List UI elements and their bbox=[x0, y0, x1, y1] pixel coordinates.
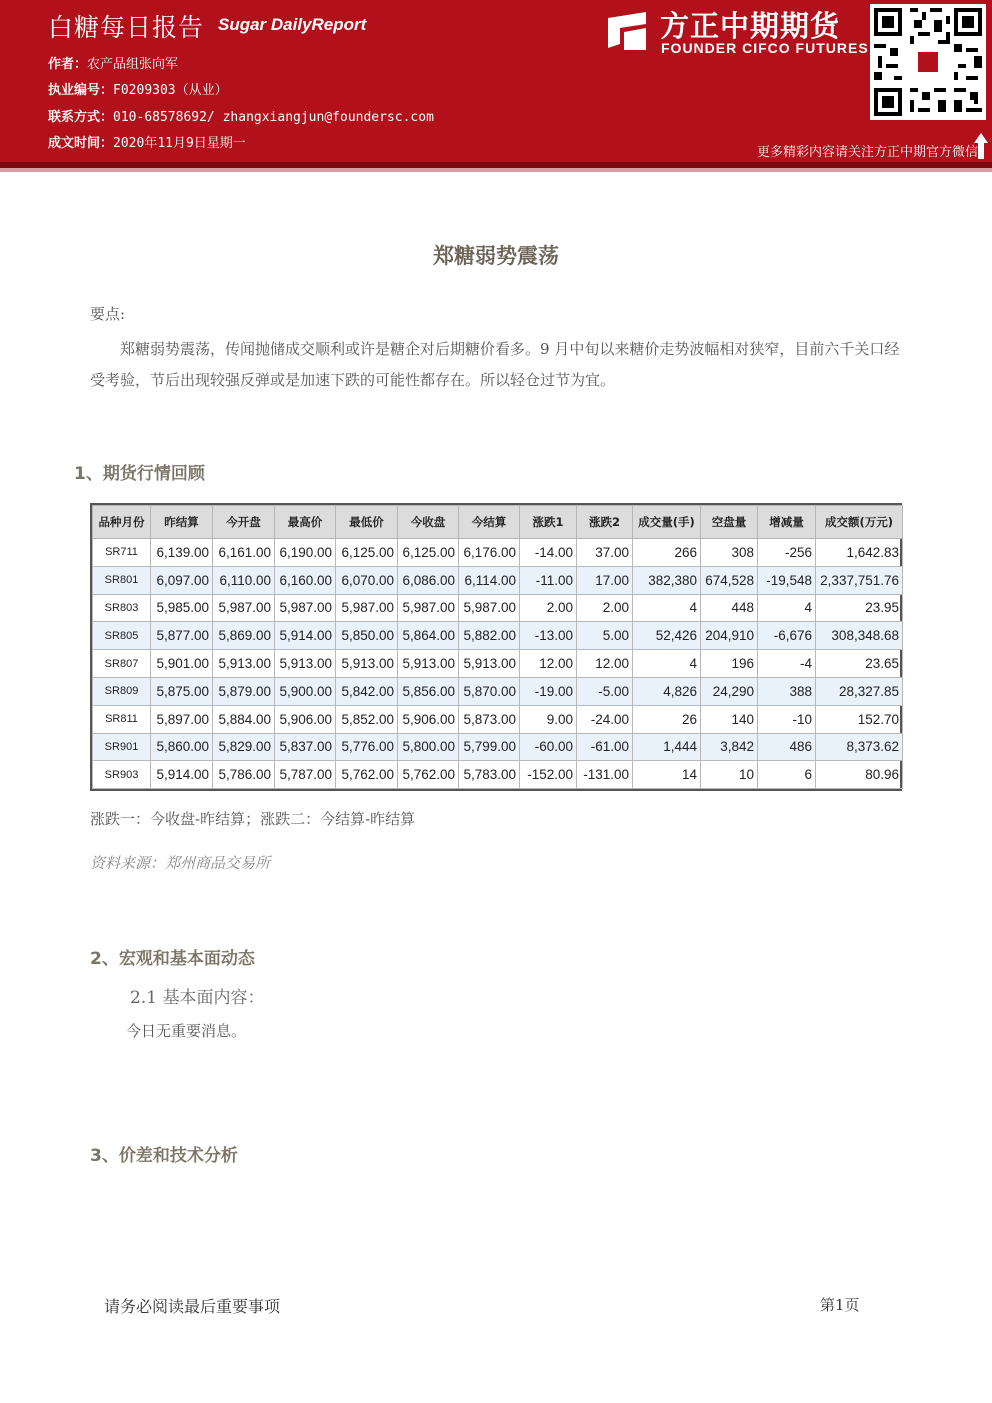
table-cell: 5,906.00 bbox=[275, 705, 336, 733]
table-cell: 26 bbox=[633, 705, 701, 733]
table-cell: 6,125.00 bbox=[398, 539, 459, 567]
table-cell: -61.00 bbox=[577, 733, 633, 761]
table-cell: 6 bbox=[758, 761, 816, 789]
table-cell: 5,799.00 bbox=[459, 733, 520, 761]
table-cell: 2.00 bbox=[577, 594, 633, 622]
table-cell: 5,837.00 bbox=[275, 733, 336, 761]
table-cell: -60.00 bbox=[520, 733, 577, 761]
contact-line bbox=[48, 106, 434, 125]
table-cell: 28,327.85 bbox=[816, 677, 903, 705]
table-cell: 5,913.00 bbox=[398, 650, 459, 678]
table-cell: 5,879.00 bbox=[213, 677, 275, 705]
section-2-heading: 2、宏观和基本面动态 bbox=[90, 949, 255, 969]
table-cell: 5,900.00 bbox=[275, 677, 336, 705]
table-cell: 5,852.00 bbox=[336, 705, 398, 733]
contract-code-cell: SR903 bbox=[93, 761, 151, 789]
author-line bbox=[48, 53, 178, 72]
table-cell: 5,762.00 bbox=[336, 761, 398, 789]
table-cell: 6,097.00 bbox=[151, 566, 213, 594]
contract-code-cell: SR805 bbox=[93, 622, 151, 650]
author-name: 农产品组张向军 bbox=[87, 57, 179, 72]
table-cell: 5,987.00 bbox=[398, 594, 459, 622]
date-line bbox=[48, 132, 246, 151]
table-cell: -13.00 bbox=[520, 622, 577, 650]
table-cell: 5,913.00 bbox=[459, 650, 520, 678]
table-header-cell: 空盘量 bbox=[701, 506, 758, 539]
author-label: 作者： bbox=[48, 57, 88, 72]
table-cell: 17.00 bbox=[577, 566, 633, 594]
table-header-cell: 品种月份 bbox=[93, 506, 151, 539]
table-cell: 486 bbox=[758, 733, 816, 761]
table-cell: 14 bbox=[633, 761, 701, 789]
data-source: 资料来源：郑州商品交易所 bbox=[90, 854, 271, 872]
table-cell: 12.00 bbox=[520, 650, 577, 678]
table-cell: 6,070.00 bbox=[336, 566, 398, 594]
license-number: F0209303（从业） bbox=[113, 83, 228, 98]
table-body bbox=[93, 539, 903, 789]
table-cell: 23.65 bbox=[816, 650, 903, 678]
table-row bbox=[93, 733, 903, 761]
table-cell: 6,190.00 bbox=[275, 539, 336, 567]
table-cell: 266 bbox=[633, 539, 701, 567]
follow-wechat-text: 更多精彩内容请关注方正中期官方微信 bbox=[756, 145, 978, 160]
fundamentals-content: 今日无重要消息。 bbox=[126, 1022, 247, 1040]
document-title: 郑糖弱势震荡 bbox=[433, 244, 559, 268]
table-cell: 204,910 bbox=[701, 622, 758, 650]
contract-code-cell: SR711 bbox=[93, 539, 151, 567]
table-cell: 37.00 bbox=[577, 539, 633, 567]
table-header-cell: 涨跌1 bbox=[520, 506, 577, 539]
table-cell: 5,914.00 bbox=[151, 761, 213, 789]
table-cell: 80.96 bbox=[816, 761, 903, 789]
table-cell: 24,290 bbox=[701, 677, 758, 705]
table-cell: 5,882.00 bbox=[459, 622, 520, 650]
table-cell: 23.95 bbox=[816, 594, 903, 622]
contract-code-cell: SR901 bbox=[93, 733, 151, 761]
report-title-cn: 白糖每日报告 bbox=[48, 13, 205, 42]
table-cell: 6,114.00 bbox=[459, 566, 520, 594]
report-header-banner bbox=[0, 0, 992, 162]
table-header-cell: 昨结算 bbox=[151, 506, 213, 539]
table-cell: 196 bbox=[701, 650, 758, 678]
contract-code-cell: SR803 bbox=[93, 594, 151, 622]
table-header-cell: 最高价 bbox=[275, 506, 336, 539]
table-cell: 4,826 bbox=[633, 677, 701, 705]
table-cell: -11.00 bbox=[520, 566, 577, 594]
table-cell: 2.00 bbox=[520, 594, 577, 622]
table-cell: 5,783.00 bbox=[459, 761, 520, 789]
contact-info: 010-68578692/ zhangxiangjun@foundersc.com bbox=[113, 110, 434, 125]
table-cell: 5,873.00 bbox=[459, 705, 520, 733]
table-row bbox=[93, 705, 903, 733]
table-header-cell: 成交量(手) bbox=[633, 506, 701, 539]
table-cell: 52,426 bbox=[633, 622, 701, 650]
table-cell: 5,897.00 bbox=[151, 705, 213, 733]
company-name-cn: 方正中期期货 bbox=[660, 9, 841, 43]
table-row bbox=[93, 594, 903, 622]
table-cell: 6,176.00 bbox=[459, 539, 520, 567]
table-row bbox=[93, 650, 903, 678]
table-cell: 6,086.00 bbox=[398, 566, 459, 594]
footer-notice: 请务必阅读最后重要事项 bbox=[104, 1297, 281, 1316]
table-cell: 5,875.00 bbox=[151, 677, 213, 705]
table-cell: -152.00 bbox=[520, 761, 577, 789]
table-cell: 1,444 bbox=[633, 733, 701, 761]
table-cell: 10 bbox=[701, 761, 758, 789]
table-cell: 5,856.00 bbox=[398, 677, 459, 705]
page-number: 第1页 bbox=[820, 1296, 860, 1314]
key-points-label: 要点: bbox=[90, 305, 126, 323]
table-cell: 5,884.00 bbox=[213, 705, 275, 733]
table-header-cell: 涨跌2 bbox=[577, 506, 633, 539]
table-cell: 5,987.00 bbox=[336, 594, 398, 622]
table-cell: 5,776.00 bbox=[336, 733, 398, 761]
table-cell: -19,548 bbox=[758, 566, 816, 594]
table-cell: 5,987.00 bbox=[213, 594, 275, 622]
table-cell: -14.00 bbox=[520, 539, 577, 567]
company-name-en: FOUNDER CIFCO FUTURES bbox=[661, 40, 869, 56]
table-cell: 5,901.00 bbox=[151, 650, 213, 678]
table-cell: 1,642.83 bbox=[816, 539, 903, 567]
table-header-cell: 最低价 bbox=[336, 506, 398, 539]
table-cell: 5,869.00 bbox=[213, 622, 275, 650]
contact-label: 联系方式： bbox=[48, 110, 114, 125]
table-cell: 6,161.00 bbox=[213, 539, 275, 567]
table-cell: 152.70 bbox=[816, 705, 903, 733]
table-row bbox=[93, 539, 903, 567]
report-date: 2020年11月9日星期一 bbox=[113, 136, 246, 151]
table-cell: 5,913.00 bbox=[213, 650, 275, 678]
contract-code-cell: SR807 bbox=[93, 650, 151, 678]
table-header-cell: 今结算 bbox=[459, 506, 520, 539]
table-cell: 5,864.00 bbox=[398, 622, 459, 650]
table-header-cell: 成交额(万元) bbox=[816, 506, 903, 539]
table-cell: 382,380 bbox=[633, 566, 701, 594]
header-divider-light bbox=[0, 168, 992, 172]
table-cell: 5,787.00 bbox=[275, 761, 336, 789]
table-cell: 6,160.00 bbox=[275, 566, 336, 594]
contract-code-cell: SR809 bbox=[93, 677, 151, 705]
table-cell: 5,860.00 bbox=[151, 733, 213, 761]
table-cell: 5,987.00 bbox=[275, 594, 336, 622]
table-row bbox=[93, 566, 903, 594]
table-cell: 5,914.00 bbox=[275, 622, 336, 650]
table-cell: 8,373.62 bbox=[816, 733, 903, 761]
license-label: 执业编号： bbox=[48, 83, 114, 98]
table-cell: 5,786.00 bbox=[213, 761, 275, 789]
table-header-cell: 今开盘 bbox=[213, 506, 275, 539]
table-cell: 2,337,751.76 bbox=[816, 566, 903, 594]
table-cell: 5,829.00 bbox=[213, 733, 275, 761]
wechat-qr-code-icon bbox=[870, 4, 986, 120]
table-header-cell: 增减量 bbox=[758, 506, 816, 539]
arrow-up-icon bbox=[974, 133, 988, 159]
table-cell: 12.00 bbox=[577, 650, 633, 678]
date-label: 成文时间： bbox=[48, 136, 114, 151]
company-logo-icon bbox=[604, 8, 650, 54]
table-cell: 388 bbox=[758, 677, 816, 705]
table-cell: 6,139.00 bbox=[151, 539, 213, 567]
table-cell: 674,528 bbox=[701, 566, 758, 594]
table-cell: 5,842.00 bbox=[336, 677, 398, 705]
report-title-en: Sugar DailyReport bbox=[218, 15, 367, 34]
table-cell: -5.00 bbox=[577, 677, 633, 705]
table-cell: 5,985.00 bbox=[151, 594, 213, 622]
contract-code-cell: SR811 bbox=[93, 705, 151, 733]
summary-paragraph: 郑糖弱势震荡，传闻抛储成交顺利或许是糖企对后期糖价看多。9 月中旬以来糖价走势波幅相对狭窄，目前六千关口经受考验，节后出现较强反弹或是加速下跌的可能性都存在。所以轻仓过节为宜。 bbox=[90, 340, 900, 389]
table-cell: -4 bbox=[758, 650, 816, 678]
table-cell: 4 bbox=[633, 594, 701, 622]
table-cell: -10 bbox=[758, 705, 816, 733]
table-cell: 308 bbox=[701, 539, 758, 567]
table-cell: -6,676 bbox=[758, 622, 816, 650]
table-cell: 6,110.00 bbox=[213, 566, 275, 594]
table-cell: -131.00 bbox=[577, 761, 633, 789]
table-cell: 5,850.00 bbox=[336, 622, 398, 650]
table-header-row bbox=[93, 506, 903, 539]
table-cell: 5,913.00 bbox=[275, 650, 336, 678]
section-3-heading: 3、价差和技术分析 bbox=[90, 1146, 238, 1166]
section-1-heading: 1、期货行情回顾 bbox=[74, 464, 205, 484]
table-cell: 4 bbox=[758, 594, 816, 622]
table-row bbox=[93, 677, 903, 705]
table-cell: 9.00 bbox=[520, 705, 577, 733]
table-cell: 5,906.00 bbox=[398, 705, 459, 733]
table-cell: -256 bbox=[758, 539, 816, 567]
table-cell: 5,877.00 bbox=[151, 622, 213, 650]
table-row bbox=[93, 622, 903, 650]
futures-quote-table bbox=[90, 503, 902, 791]
table-cell: 5,870.00 bbox=[459, 677, 520, 705]
table-cell: 448 bbox=[701, 594, 758, 622]
table-header-cell: 今收盘 bbox=[398, 506, 459, 539]
license-line bbox=[48, 79, 228, 98]
change-definition-note: 涨跌一：今收盘-昨结算；涨跌二：今结算-昨结算 bbox=[90, 810, 416, 828]
table-cell: 140 bbox=[701, 705, 758, 733]
table-cell: 308,348.68 bbox=[816, 622, 903, 650]
table-row bbox=[93, 761, 903, 789]
table-cell: 5,800.00 bbox=[398, 733, 459, 761]
table-cell: -24.00 bbox=[577, 705, 633, 733]
contract-code-cell: SR801 bbox=[93, 566, 151, 594]
table-cell: 5,913.00 bbox=[336, 650, 398, 678]
table-cell: 6,125.00 bbox=[336, 539, 398, 567]
qr-center-logo-icon bbox=[916, 50, 940, 74]
table-cell: 5,987.00 bbox=[459, 594, 520, 622]
table-cell: 3,842 bbox=[701, 733, 758, 761]
table-cell: 5,762.00 bbox=[398, 761, 459, 789]
table-cell: 4 bbox=[633, 650, 701, 678]
table-cell: -19.00 bbox=[520, 677, 577, 705]
table-cell: 5.00 bbox=[577, 622, 633, 650]
section-2-1-heading: 2.1 基本面内容： bbox=[130, 988, 265, 1008]
